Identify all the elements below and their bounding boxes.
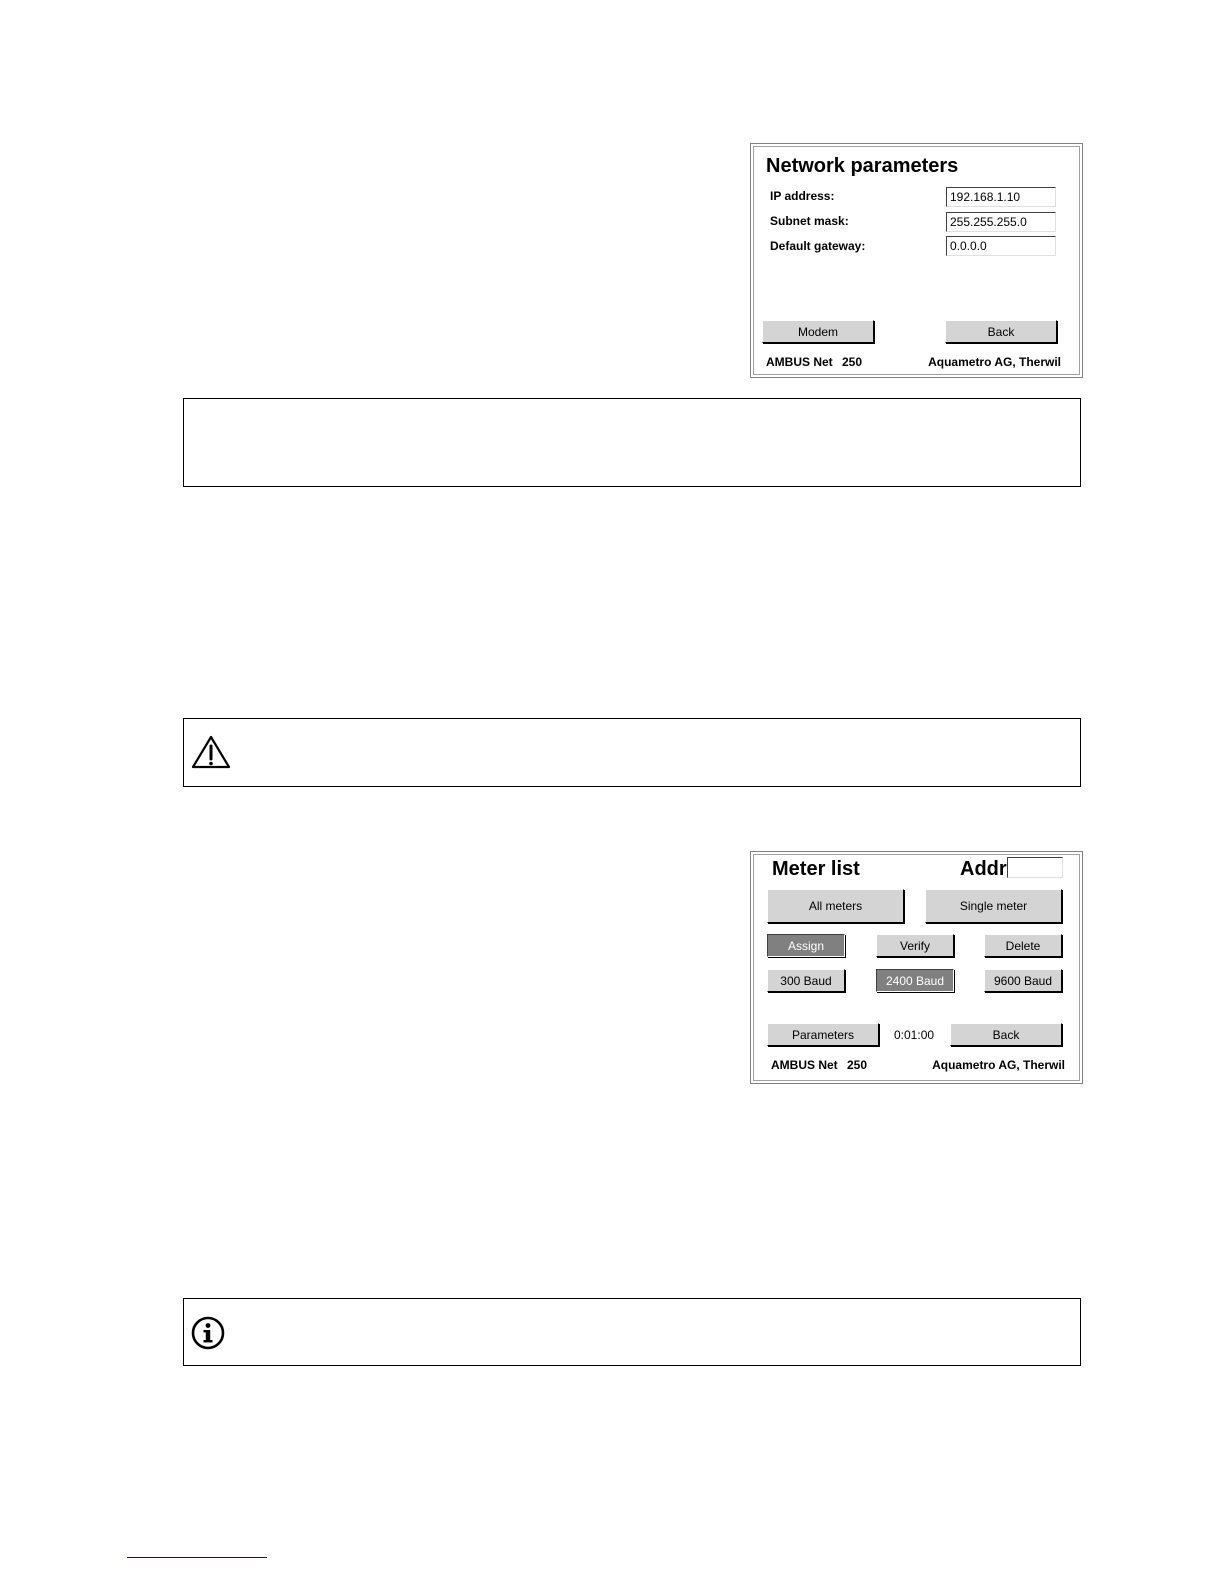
all-meters-button[interactable]: All meters (767, 889, 904, 923)
assign-button[interactable]: Assign (767, 934, 845, 957)
subnet-mask-field[interactable]: 255.255.255.0 (946, 212, 1056, 232)
back-button[interactable]: Back (945, 320, 1057, 343)
info-circle-icon (190, 1315, 226, 1351)
default-gateway-field[interactable]: 0.0.0.0 (946, 236, 1056, 256)
panel-title: Meter list (772, 858, 860, 880)
note-box (183, 398, 1081, 487)
footer-company: Aquametro AG, Therwil (932, 1058, 1065, 1072)
baud-2400-button[interactable]: 2400 Baud (876, 969, 954, 992)
footer-company: Aquametro AG, Therwil (928, 355, 1061, 369)
footer-model: 250 (842, 355, 863, 369)
default-gateway-label: Default gateway: (770, 239, 866, 253)
timer-display: 0:01:00 (894, 1028, 935, 1042)
modem-button[interactable]: Modem (762, 320, 874, 343)
delete-button[interactable]: Delete (984, 934, 1062, 957)
warning-triangle-icon (190, 734, 232, 770)
footer-product: AMBUS Net (771, 1058, 838, 1072)
footer-product: AMBUS Net (766, 355, 833, 369)
single-meter-button[interactable]: Single meter (925, 889, 1062, 923)
parameters-button[interactable]: Parameters (767, 1023, 879, 1046)
warning-note (183, 718, 1081, 787)
network-parameters-panel (750, 143, 1083, 378)
baud-300-button[interactable]: 300 Baud (767, 969, 845, 992)
ip-address-label: IP address: (770, 189, 835, 203)
panel-title: Network parameters (766, 155, 959, 177)
verify-button[interactable]: Verify (876, 934, 954, 957)
back-button[interactable]: Back (950, 1023, 1062, 1046)
footer-model: 250 (847, 1058, 868, 1072)
meter-list-panel (750, 851, 1083, 1084)
ip-address-field[interactable]: 192.168.1.10 (946, 187, 1056, 207)
addr-label: Addr (960, 858, 1007, 880)
footnote-separator (127, 1557, 267, 1558)
subnet-mask-label: Subnet mask: (770, 214, 849, 228)
addr-field[interactable] (1007, 857, 1063, 878)
baud-9600-button[interactable]: 9600 Baud (984, 969, 1062, 992)
info-note (183, 1298, 1081, 1366)
